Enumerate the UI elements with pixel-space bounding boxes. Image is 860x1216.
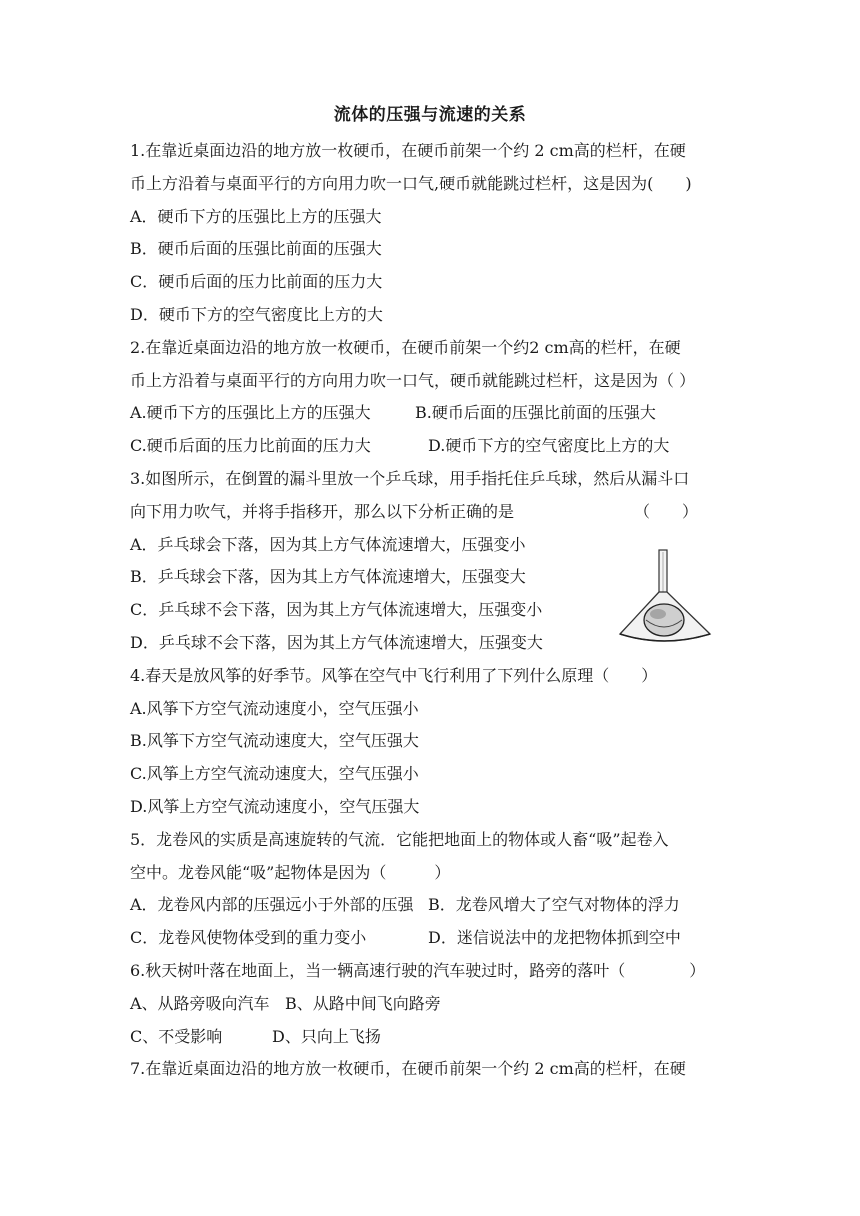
- question-3-option-c: C．乒乓球不会下落，因为其上方气体流速增大，压强变小: [130, 600, 543, 620]
- question-1-option-d: D．硬币下方的空气密度比上方的大: [130, 304, 383, 324]
- question-3-stem-line-2: 向下用力吹气，并将手指移开，那么以下分析正确的是 （ ）: [130, 501, 699, 521]
- question-3-option-d: D．乒乓球不会下落，因为其上方气体流速增大，压强变大: [130, 632, 543, 652]
- question-5-option-c: C．龙卷风使物体受到的重力变小: [130, 928, 367, 948]
- question-1-option-c: C．硬币后面的压力比前面的压力大: [130, 272, 383, 292]
- question-2-stem-line-1: 2.在靠近桌面边沿的地方放一枚硬币，在硬币前架一个约2 cm高的栏杆，在硬: [130, 337, 681, 357]
- question-5-stem-line-2: 空中。龙卷风能“吸”起物体是因为（ ）: [130, 862, 451, 882]
- question-2-option-a: A.硬币下方的压强比上方的压强大: [130, 403, 371, 423]
- question-6-stem-line-1: 6.秋天树叶落在地面上，当一辆高速行驶的汽车驶过时，路旁的落叶（ ）: [130, 960, 706, 980]
- question-6-option-a: A、从路旁吸向汽车: [130, 993, 270, 1013]
- question-6-options-row-1: [130, 988, 740, 1021]
- question-2-option-c: C.硬币后面的压力比前面的压力大: [130, 436, 371, 456]
- question-2-option-b: B.硬币后面的压强比前面的压强大: [415, 403, 656, 423]
- question-4-option-b: B.风筝下方空气流动速度大，空气压强大: [130, 731, 419, 751]
- question-4-option-d: D.风筝上方空气流动速度小，空气压强大: [130, 796, 420, 816]
- question-5-option-b: B．龙卷风增大了空气对物体的浮力: [428, 895, 680, 915]
- question-4-option-c: C.风筝上方空气流动速度大，空气压强小: [130, 764, 419, 784]
- question-5-option-a: A．龙卷风内部的压强远小于外部的压强: [130, 895, 414, 915]
- question-1-option-b: B．硬币后面的压强比前面的压强大: [130, 239, 382, 259]
- question-5-option-d: D．迷信说法中的龙把物体抓到空中: [428, 928, 681, 948]
- question-5-options-row-2: [130, 922, 740, 955]
- question-2-options-row-2: [130, 430, 740, 463]
- question-5-options-row-1: [130, 889, 740, 922]
- question-7-stem-line-1: 7.在靠近桌面边沿的地方放一枚硬币，在硬币前架一个约 2 cm高的栏杆，在硬: [130, 1059, 686, 1079]
- question-2-option-d: D.硬币下方的空气密度比上方的大: [428, 436, 670, 456]
- question-6-option-b: B、从路中间飞向路旁: [285, 993, 441, 1013]
- question-5-stem-line-1: 5．龙卷风的实质是高速旋转的气流．它能把地面上的物体或人畜“吸”起卷入: [130, 829, 669, 849]
- question-4-option-a: A.风筝下方空气流动速度小，空气压强小: [130, 698, 419, 718]
- question-1-option-a: A．硬币下方的压强比上方的压强大: [130, 206, 382, 226]
- question-3-stem-line-1: 3.如图所示，在倒置的漏斗里放一个乒乓球，用手指托住乒乓球，然后从漏斗口: [130, 468, 690, 488]
- question-1-stem-line-1: 1.在靠近桌面边沿的地方放一枚硬币，在硬币前架一个约 2 cm高的栏杆，在硬: [130, 141, 686, 160]
- question-6-option-d: D、只向上飞扬: [272, 1026, 381, 1046]
- question-6-option-c: C、不受影响: [130, 1026, 223, 1046]
- question-3-option-a: A．乒乓球会下落，因为其上方气体流速增大，压强变小: [130, 534, 526, 554]
- question-2-stem-line-2: 币上方沿着与桌面平行的方向用力吹一口气，硬币就能跳过栏杆，这是因为（ ）: [130, 370, 696, 390]
- question-1-stem-line-2: 币上方沿着与桌面平行的方向用力吹一口气,硬币就能跳过栏杆，这是因为( ): [130, 173, 692, 193]
- question-2-options-row-1: [130, 397, 740, 430]
- funnel-with-ball-icon: [612, 548, 717, 648]
- question-6-options-row-2: [130, 1021, 740, 1054]
- page-title: 流体的压强与流速的关系: [333, 105, 527, 125]
- question-4-stem-line-1: 4.春天是放风筝的好季节。风筝在空气中飞行利用了下列什么原理（ ）: [130, 665, 658, 685]
- question-3-option-b: B．乒乓球会下落，因为其上方气体流速增大，压强变大: [130, 567, 526, 587]
